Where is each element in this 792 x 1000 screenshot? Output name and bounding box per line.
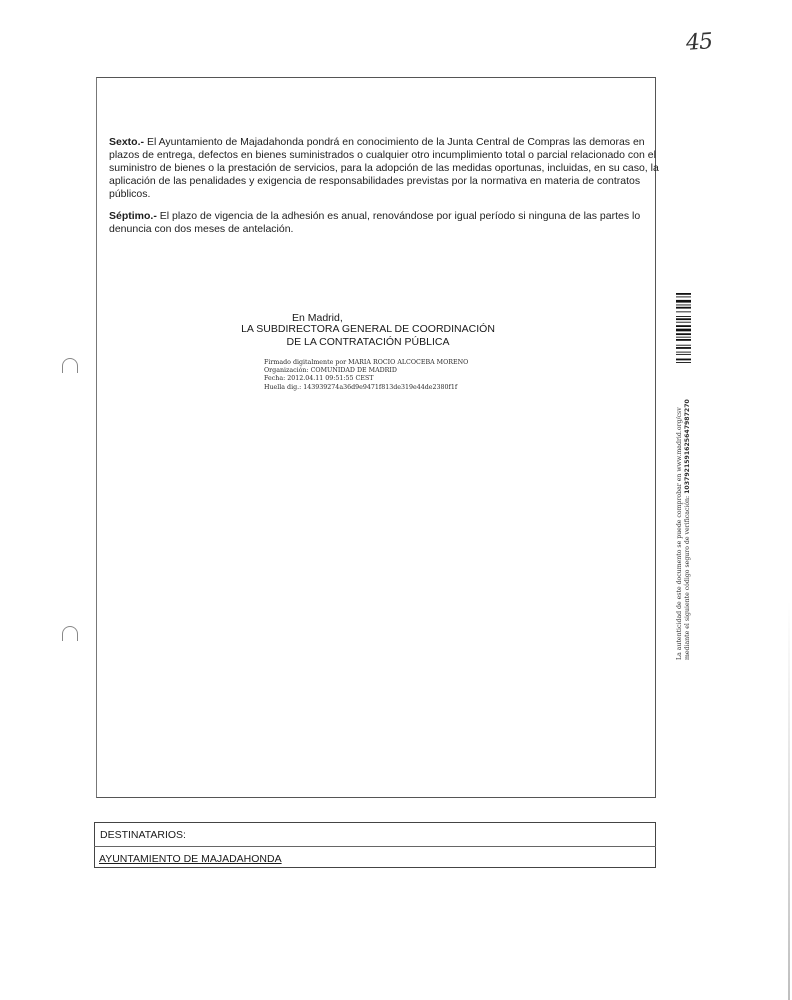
signatory-title-line2: DE LA CONTRATACIÓN PÚBLICA xyxy=(286,336,450,348)
clause-septimo-text: El plazo de vigencia de la adhesión es anual, renovándose por igual período si ninguna de las partes lo denuncia con dos meses de antelación. xyxy=(109,210,641,235)
signatory-title-line1: LA SUBDIRECTORA GENERAL DE COORDINACIÓN xyxy=(241,323,495,335)
digital-signature-line: Firmado digitalmente por MARIA ROCIO ALCOCEBA MORENO xyxy=(264,359,469,366)
clause-septimo-label: Séptimo.- xyxy=(109,210,157,222)
recipients-heading: DESTINATARIOS: xyxy=(100,829,186,841)
recipients-divider xyxy=(94,846,656,847)
handwritten-page-number: 45 xyxy=(685,29,713,56)
verification-note xyxy=(676,380,692,660)
signature-place: En Madrid, xyxy=(292,312,343,324)
clause-sexto xyxy=(109,136,663,201)
digital-signature-line: Huella dig.: 143939274a36d9e9471f813de319e44de2380f1f xyxy=(264,383,458,391)
verification-line2: mediante el siguiente código seguro de verificación: 1037921591625647987270 xyxy=(684,399,691,660)
digital-signature-stamp xyxy=(264,359,468,392)
clause-sexto-label: Sexto.- xyxy=(109,136,145,148)
punch-hole-mark xyxy=(62,358,78,373)
recipient-item: AYUNTAMIENTO DE MAJADAHONDA xyxy=(99,853,282,865)
clause-septimo xyxy=(109,210,663,236)
digital-signature-line: Organización: COMUNIDAD DE MADRID xyxy=(264,367,397,375)
verification-barcode xyxy=(676,293,691,388)
scan-edge-shadow xyxy=(788,600,790,1000)
punch-hole-mark xyxy=(62,626,78,641)
signatory-title xyxy=(232,323,504,349)
digital-signature-line: Fecha: 2012.04.11 09:51:55 CEST xyxy=(264,375,374,383)
verification-line1: La autenticidad de este documento se puede comprobar en www.madrid.org/csv xyxy=(676,407,683,660)
clause-sexto-text: El Ayuntamiento de Majadahonda pondrá en conocimiento de la Junta Central de Compras las demoras en plazos de entrega, defectos en bienes suministrados o cualquier otro incumplimiento total o parcial relacionado con el suministro de bienes o la prestación de servicios, para la adopción de las medidas oportunas, incluidas, en su caso, la aplicación de las penalidades y exigencia de responsabilidades previstas por la normativa en materia de contratos públicos. xyxy=(109,136,659,200)
verification-code: 1037921591625647987270 xyxy=(684,399,691,494)
